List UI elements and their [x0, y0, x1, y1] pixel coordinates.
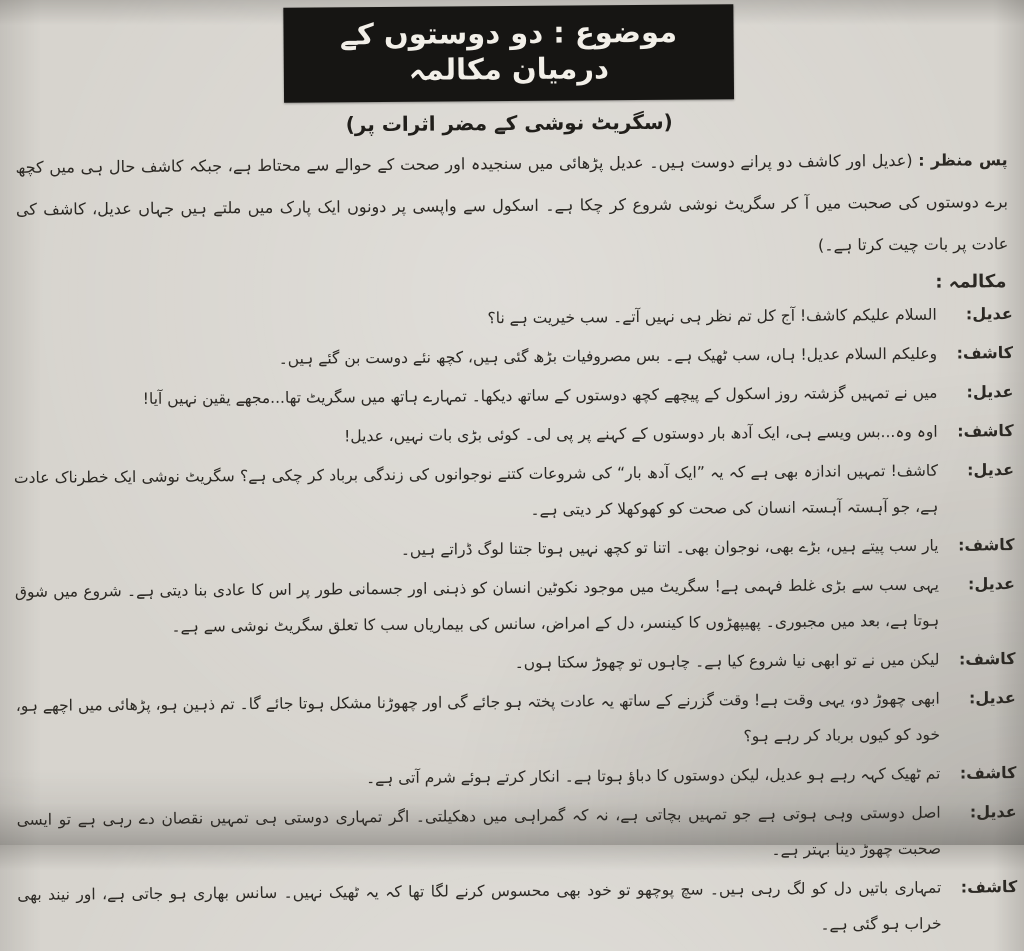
dialogue-row [14, 527, 1014, 571]
dialogue-heading: مکالمہ : [935, 270, 1007, 293]
speaker-name: کاشف: [960, 876, 1018, 896]
speaker-name: عدیل: [967, 573, 1015, 593]
dialogue-text: ابھی چھوڑ دو، یہی وقت ہے! وقت گزرنے کے ساتھ یہ عادت پختہ ہو جائے گی اور چھوڑنا مشکل ہوتا جائے گا۔ تم ذہین ہو، پڑھائی میں اچھے ہو، خود کو کیوں برباد کر رہے ہو؟ [15, 689, 941, 745]
speaker-name: عدیل: [967, 459, 1015, 479]
page-title: موضوع : دو دوستوں کے درمیان مکالمہ [339, 14, 678, 88]
dialogue-text: وعلیکم السلام عدیل! ہاں، سب ٹھیک ہے۔ بس مصروفیات بڑھ گئی ہیں، کچھ نئے دوست بن گئے ہیں۔ [278, 344, 938, 368]
dialogue-text: تمہاری باتیں دل کو لگ رہی ہیں۔ سچ پوچھو تو خود بھی محسوس کرنے لگا تھا کہ یہ ٹھیک نہیں۔ سانس بھاری ہو جاتی ہے، اور نیند بھی خراب ہو گئی ہے۔ [17, 878, 942, 934]
dialogue-text: یہی سب سے بڑی غلط فہمی ہے! سگریٹ میں موجود نکوٹین انسان کو ذہنی اور جسمانی طور پر اس کا عادی بنا دیتی ہے۔ شروع میں شوق ہوتا ہے، بعد میں مجبوری۔ پھیپھڑوں کا کینسر، دل کے امراض، سانس کی بیماریاں سب کا تعلق سگریٹ نوشی سے ہے۔ [14, 575, 940, 636]
title-banner [283, 4, 734, 102]
speaker-name: کاشف: [957, 420, 1014, 441]
dialogue-list [7, 294, 1020, 949]
dialogue-row [13, 335, 1013, 379]
dialogue-text: اوہ وہ...بس ویسے ہی، ایک آدھ بار دوستوں کے کہنے پر پی لی۔ کوئی بڑی بات نہیں، عدیل! [344, 422, 938, 445]
speaker-name: عدیل: [969, 801, 1017, 821]
dialogue-row [13, 374, 1013, 418]
dialogue-row [15, 566, 1016, 646]
dialogue-text: تم ٹھیک کہہ رہے ہو عدیل، لیکن دوستوں کا دباؤ ہوتا ہے۔ انکار کرتے ہوئے شرم آتی ہے۔ [365, 764, 941, 787]
dialogue-text: یار سب پیتے ہیں، بڑے بھی، نوجوان بھی۔ اتنا تو کچھ نہیں ہوتا جتنا لوگ ڈراتے ہیں۔ [400, 536, 939, 559]
dialogue-row [16, 680, 1017, 760]
speaker-name: کاشف: [958, 648, 1016, 668]
dialogue-text: کاشف! تمہیں اندازہ بھی ہے کہ یہ ”ایک آدھ بار“ کی شروعات کتنے نوجوانوں کی زندگی برباد کر چکی ہے؟ سگریٹ نوشی ایک خطرناک عادت ہے، جو آہستہ آہستہ انسان کی صحت کو کھوکھلا کر دیتی ہے۔ [13, 461, 939, 519]
page-subtitle: (سگریٹ نوشی کے مضر اثرات پر) [345, 109, 673, 136]
speaker-name: عدیل: [966, 381, 1014, 401]
speaker-name: عدیل: [965, 303, 1013, 323]
dialogue-text: اصل دوستی وہی ہوتی ہے جو تمہیں بچاتی ہے، نہ کہ گمراہی میں دھکیلتی۔ اگر تمہاری دوستی ہی تمہیں نقصان دے رہی ہے تو ایسی صحبت چھوڑ دینا بہتر ہے۔ [16, 803, 942, 859]
document-page [4, 0, 1019, 951]
speaker-name: کاشف: [959, 762, 1017, 782]
dialogue-row [14, 413, 1014, 457]
dialogue-text: میں نے تمہیں گزشتہ روز اسکول کے پیچھے کچھ دوستوں کے ساتھ دیکھا۔ تمہارے ہاتھ میں سگریٹ تھا...مجھے یقین نہیں آیا! [142, 383, 938, 408]
dialogue-text: لیکن میں نے تو ابھی نیا شروع کیا ہے۔ چاہوں تو چھوڑ سکتا ہوں۔ [514, 650, 940, 672]
dialogue-row [17, 794, 1018, 874]
dialogue-row [13, 296, 1013, 340]
dialogue-row [14, 452, 1015, 532]
speaker-name: عدیل: [968, 687, 1016, 707]
dialogue-row [16, 755, 1016, 799]
dialogue-row [17, 869, 1018, 949]
speaker-name: کاشف: [957, 534, 1015, 554]
dialogue-row [15, 641, 1015, 685]
background-text: (عدیل اور کاشف دو پرانے دوست ہیں۔ عدیل پڑھائی میں سنجیدہ اور صحت کے حوالے سے محتاط ہے، جبکہ کاشف حال ہی میں کچھ برے دوستوں کی صحبت میں آ کر سگریٹ نوشی شروع کر چکا ہے۔ اسکول سے واپسی پر دونوں ایک پارک میں ملتے ہیں جہاں عدیل، کاشف کی عادت پر بات چیت کرتا ہے۔) [15, 150, 1009, 255]
background-label: پس منظر : [918, 149, 1008, 170]
background-paragraph [5, 137, 1014, 273]
speaker-name: کاشف: [956, 342, 1014, 363]
dialogue-text: السلام علیکم کاشف! آج کل تم نظر ہی نہیں آتے۔ سب خیریت ہے نا؟ [487, 305, 937, 327]
